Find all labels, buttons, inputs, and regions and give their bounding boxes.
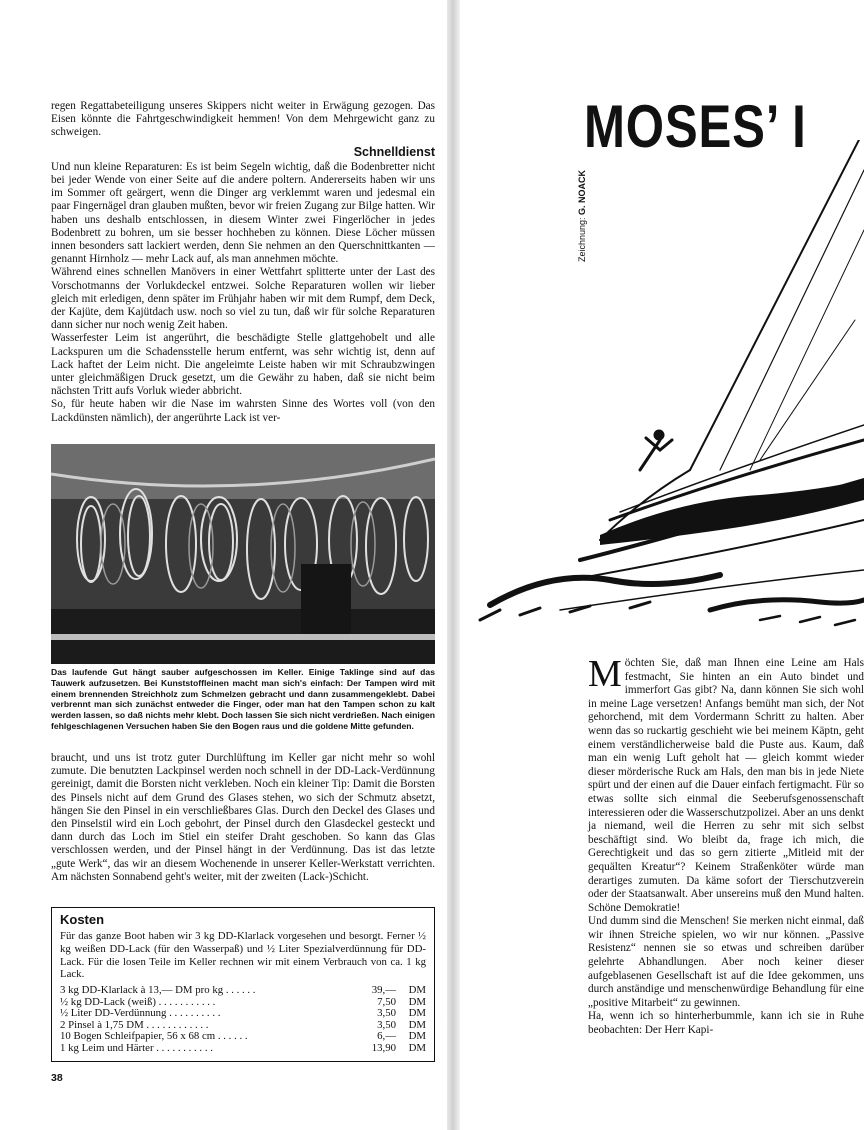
table-row xyxy=(60,1008,426,1020)
cost-item: 3 kg DD-Klarlack à 13,— DM pro kg . . . . . . xyxy=(60,984,256,997)
cost-amount: 3,50 xyxy=(377,1007,396,1020)
paragraph-text: öchten Sie, daß man Ihnen eine Leine am Hals festmacht, Sie hinten an ein Auto bindet und immerfort Gas gibt? Na, dann können Sie sich wohl in meine Lage versetzen! Anfangs bemüht man sich, der Not gehorchend, mit dem Vordermann Schritt zu halten. Aber wenn das so ruckartig geschieht wie bei meinem Käptn, geht einem verständlicherweise bald die Puste aus. Kaum, daß man ein wenig Luft geholt hat — gleich kommt wieder dieser mörderische Ruck am Hals, den man bis in jede Niete spürt und der einen auf die Dauer einfach fertigmacht. Für so etwas sollte sich einmal die Seeberufsgenossenschaft interessieren oder die Wasserschutzpolizei. Aber an uns denkt ja niemand, weil die Herren zu sehr mit sich selbst beschäftigt sind. Wo bleibt da, frage ich mich, die Gerechtigkeit und das so gern zitierte „Mitleid mit der gequälten Kreatur“? Keinem Straßenköter würde man derartiges zumuten. Da käme sofort der Tierschutzverein oder der Staatsanwalt. Aber unsereins muß den Mund halten. Schöne Demokratie! xyxy=(588,657,864,914)
table-row xyxy=(60,985,426,997)
cost-box xyxy=(51,907,435,1062)
cost-currency: DM xyxy=(408,1030,426,1043)
cost-currency: DM xyxy=(408,1018,426,1031)
cost-item: ½ Liter DD-Verdünnung . . . . . . . . . . xyxy=(60,1007,221,1020)
article-column-bottom xyxy=(51,752,435,884)
paragraph: Während eines schnellen Manövers in einer Wettfahrt splitterte unter der Last des Vorschotmanns der Vorlukdeckel entzwei. Solche Reparaturen wollen wir lieber gleich mit erledigen, denn später im Frühjahr haben wir mit dem Rumpf, dem Deck, der Kajüte, dem Kajütdach usw. noch so viel zu tun, daß wir für solche Reparaturen dann sicher nur noch wenig Zeit haben. xyxy=(51,266,435,332)
photo-caption: Das laufende Gut hängt sauber aufgeschossen im Keller. Einige Taklinge sind auf das Tauwerk aufzusetzen. Bei Kunststoffleinen macht man sich's einfach: Der Tampen wird mit einem brennenden Streichholz zum Schmelzen gebracht und dann zusammengeklebt. Dabei verbrennt man sich zunächst entweder die Finger, oder man hat den Tampen schon zu kalt werden lassen, so daß nichts mehr klebt. Doch lassen Sie sich nicht verdrießen. Nach einigen fehlgeschlagenen Versuchen haben Sie den Bogen raus und die goldene Mitte gefunden. xyxy=(51,667,435,731)
cost-amount: 6,— xyxy=(377,1030,396,1043)
article-column-top xyxy=(51,100,435,425)
page-gutter xyxy=(447,0,460,1130)
cost-amount: 13,90 xyxy=(371,1041,396,1054)
cost-item: 10 Bogen Schleifpapier, 56 x 68 cm . . . . . . xyxy=(60,1030,248,1043)
credit-label: Zeichnung: xyxy=(577,214,587,262)
table-row xyxy=(60,1031,426,1043)
cost-amount: 7,50 xyxy=(377,995,396,1008)
cost-box-intro: Für das ganze Boot haben wir 3 kg DD-Klarlack vorgesehen und besorgt. Ferner ½ kg weißen DD-Lack (für den Wasserpaß) und ½ Liter Spezialverdünnung für DD-Lack. Für die losen Teile im Keller rechnen wir mit einem Verbrauch von ca. 1 kg Lack. xyxy=(60,930,426,981)
photo-ropes-in-cellar xyxy=(51,444,435,664)
credit-name: G. NOACK xyxy=(577,169,587,215)
cost-currency: DM xyxy=(408,1041,426,1054)
paragraph: braucht, und uns ist trotz guter Durchlüftung im Keller gar nicht mehr so wohl zumute. Die benutzten Lackpinsel werden noch schnell in der DD-Lack-Verdünnung gereinigt, damit die Borsten nicht verkleben. Noch ein kleiner Tip: Damit die Borsten des Pinsels nicht auf dem Grund des Glases stehen, wo sich der Schmutz absetzt, hängen Sie den Pinsel in ein verschließbares Glas. Durch den Deckel des Glases und den Pinselstil wird ein Loch gebohrt, der Pinsel durch den Glasdeckel gesteckt und dann durch das Loch im Stiel ein steifer Draht geschoben. So kann das Glas verschlossen werden, und der Pinsel hängt in der Verdünnung. Das ist das letzte „gute Werk“, das wir an diesem Wochenende in unserer Keller-Werkstatt verrichten. Am nächsten Sonnabend geht's weiter, mit der zweiten (Lack-)Schicht. xyxy=(51,752,435,883)
cost-amount: 3,50 xyxy=(377,1018,396,1031)
page-number: 38 xyxy=(51,1072,63,1084)
section-heading: Schnelldienst xyxy=(353,144,435,159)
article-column-right xyxy=(588,653,864,1038)
article-title: MOSES’ I xyxy=(584,93,807,160)
cost-currency: DM xyxy=(408,984,426,997)
paragraph: Und nun kleine Reparaturen: Es ist beim Segeln wichtig, daß die Bodenbretter nicht bei jeder Wende von einer Seite auf die andere poltern. Andererseits haben wir uns im Sommer oft geärgert, wenn die Dinger arg verklemmt waren und jedesmal ein paar Fingernägel dran glauben mußten, bevor wir freien Zugang zur Bilge hatten. Wir haben uns deshalb entschlossen, in diesem Winter zwei Fingerlöcher in jedes Bodenbrett zu bohren, um sie besser hochheben zu können. Diese Löcher müssen innen besonders satt lackiert werden, denn Sie nehmen an den Querschnittkanten — genannt Hirnholz — mehr Lack auf, als man annehmen möchte. xyxy=(51,160,435,266)
cost-currency: DM xyxy=(408,1007,426,1020)
cost-table xyxy=(60,985,426,1054)
paragraph: Und dumm sind die Menschen! Sie merken nicht einmal, daß wir ihnen Streiche spielen, wo wir nur können. „Passive Resistenz“ nennen sie so etwas und schreiben darüber gelehrte Abhandlungen. Aber noch keiner dieser aufgeblasenen Gesellschaft ist auf die Idee gekommen, uns durch anständige und menschenwürdige Behandlung für eine „positive Mitarbeit“ zu gewinnen. xyxy=(588,915,864,1009)
paragraph: So, für heute haben wir die Nase im wahrsten Sinne des Wortes voll (von den Lackdünsten nämlich), der angerührte Lack ist ver- xyxy=(51,398,435,424)
cost-amount: 39,— xyxy=(371,984,396,997)
paragraph: Wasserfester Leim ist angerührt, die beschädigte Stelle glattgehobelt und alle Lackspuren um die Schadensstelle herum entfernt, was sehr wichtig ist, denn auf Lack haftet der Leim nicht. Die angeleimte Leiste haben wir mit Schraubzwingen unter gleichmäßigen Druck gesetzt, um die Gewähr zu haben, daß sie nicht beim nächsten Tritt aufs Vorluk wieder abbricht. xyxy=(51,332,435,398)
cost-item: 1 kg Leim und Härter . . . . . . . . . . . xyxy=(60,1041,213,1054)
paragraph xyxy=(588,653,864,915)
paragraph: regen Regattabeteiligung unseres Skippers nicht weiter in Erwägung gezogen. Das Eisen könnte die Fahrtgeschwindigkeit hemmen! Von dem Mehrgewicht ganz zu schweigen. xyxy=(51,100,435,139)
ropes-photo-graphic xyxy=(51,444,435,664)
cost-item: 2 Pinsel à 1,75 DM . . . . . . . . . . . . xyxy=(60,1018,209,1031)
drop-cap: M xyxy=(588,653,622,695)
table-row xyxy=(60,1043,426,1055)
sailboat-ink-illustration xyxy=(460,140,864,650)
paragraph: Ha, wenn ich so hinterherbummle, kann ich sie in Ruhe beobachten: Der Herr Kapi- xyxy=(588,1010,864,1037)
cost-currency: DM xyxy=(408,995,426,1008)
cost-item: ½ kg DD-Lack (weiß) . . . . . . . . . . . xyxy=(60,995,216,1008)
right-page xyxy=(460,0,864,1130)
cost-box-title: Kosten xyxy=(60,912,105,927)
